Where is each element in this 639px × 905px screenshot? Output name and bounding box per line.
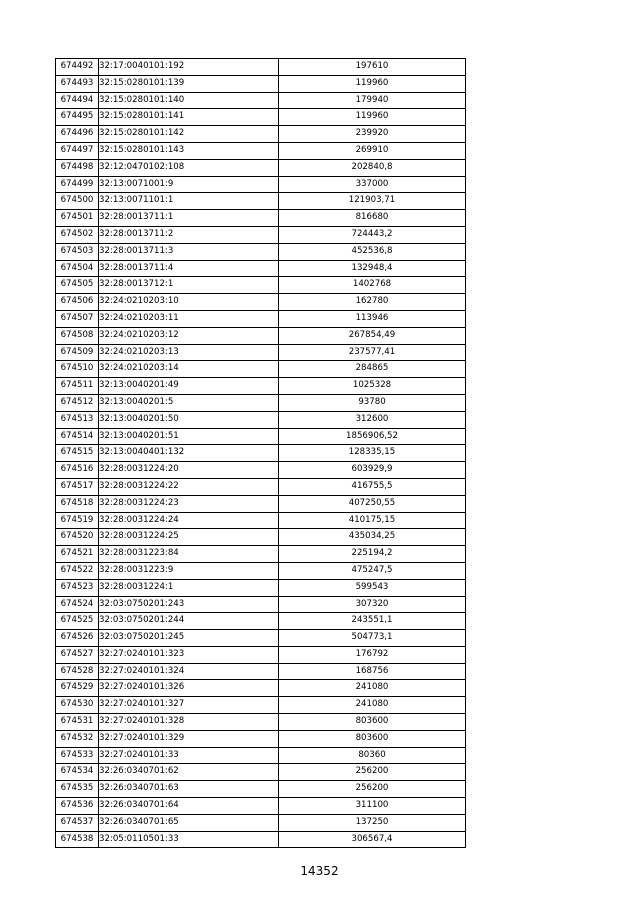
row-id-cell: 674515	[56, 445, 99, 462]
cadastral-number-cell: 32:13:0071001:9	[99, 176, 279, 193]
cadastral-number-cell: 32:28:0031224:23	[99, 495, 279, 512]
table-row	[56, 579, 466, 596]
cadastral-number-cell: 32:27:0240101:327	[99, 697, 279, 714]
table-row	[56, 646, 466, 663]
value-cell: 311100	[279, 798, 466, 815]
cadastral-number-cell: 32:13:0040201:49	[99, 378, 279, 395]
table-row	[56, 92, 466, 109]
table-row	[56, 294, 466, 311]
table-row	[56, 428, 466, 445]
cadastral-number-cell: 32:24:0210203:13	[99, 344, 279, 361]
table-row	[56, 529, 466, 546]
cadastral-number-cell: 32:13:0040201:50	[99, 411, 279, 428]
cadastral-number-cell: 32:13:0040201:5	[99, 394, 279, 411]
table-row	[56, 697, 466, 714]
table-row	[56, 478, 466, 495]
row-id-cell: 674506	[56, 294, 99, 311]
value-cell: 269910	[279, 142, 466, 159]
value-cell: 504773,1	[279, 630, 466, 647]
data-table	[55, 58, 466, 848]
cadastral-number-cell: 32:26:0340701:63	[99, 781, 279, 798]
table-row	[56, 394, 466, 411]
row-id-cell: 674536	[56, 798, 99, 815]
row-id-cell: 674492	[56, 59, 99, 76]
cadastral-number-cell: 32:17:0040101:192	[99, 59, 279, 76]
table-row	[56, 781, 466, 798]
cadastral-number-cell: 32:28:0013711:2	[99, 226, 279, 243]
table-row	[56, 495, 466, 512]
cadastral-number-cell: 32:28:0031223:9	[99, 562, 279, 579]
cadastral-number-cell: 32:28:0031224:22	[99, 478, 279, 495]
value-cell: 307320	[279, 596, 466, 613]
value-cell: 80360	[279, 747, 466, 764]
row-id-cell: 674496	[56, 126, 99, 143]
value-cell: 599543	[279, 579, 466, 596]
row-id-cell: 674524	[56, 596, 99, 613]
row-id-cell: 674518	[56, 495, 99, 512]
cadastral-number-cell: 32:03:0750201:244	[99, 613, 279, 630]
row-id-cell: 674537	[56, 814, 99, 831]
table-row	[56, 445, 466, 462]
value-cell: 128335,15	[279, 445, 466, 462]
row-id-cell: 674519	[56, 512, 99, 529]
table-row	[56, 260, 466, 277]
table-row	[56, 75, 466, 92]
row-id-cell: 674514	[56, 428, 99, 445]
value-cell: 197610	[279, 59, 466, 76]
row-id-cell: 674528	[56, 663, 99, 680]
cadastral-number-cell: 32:15:0280101:140	[99, 92, 279, 109]
cadastral-number-cell: 32:15:0280101:142	[99, 126, 279, 143]
table-row	[56, 562, 466, 579]
value-cell: 312600	[279, 411, 466, 428]
value-cell: 337000	[279, 176, 466, 193]
cadastral-number-cell: 32:28:0013711:4	[99, 260, 279, 277]
page-number: 14352	[300, 864, 339, 878]
value-cell: 603929,9	[279, 462, 466, 479]
value-cell: 407250,55	[279, 495, 466, 512]
row-id-cell: 674530	[56, 697, 99, 714]
value-cell: 119960	[279, 75, 466, 92]
table-row	[56, 193, 466, 210]
table-row	[56, 831, 466, 848]
cadastral-number-cell: 32:24:0210203:12	[99, 327, 279, 344]
cadastral-number-cell: 32:28:0031224:24	[99, 512, 279, 529]
table-row	[56, 512, 466, 529]
table-body	[56, 59, 466, 848]
value-cell: 168756	[279, 663, 466, 680]
table-row	[56, 310, 466, 327]
value-cell: 239920	[279, 126, 466, 143]
cadastral-number-cell: 32:27:0240101:324	[99, 663, 279, 680]
cadastral-number-cell: 32:28:0013712:1	[99, 277, 279, 294]
value-cell: 267854,49	[279, 327, 466, 344]
value-cell: 1025328	[279, 378, 466, 395]
cadastral-number-cell: 32:28:0031224:25	[99, 529, 279, 546]
row-id-cell: 674534	[56, 764, 99, 781]
row-id-cell: 674501	[56, 210, 99, 227]
table-row	[56, 814, 466, 831]
cadastral-number-cell: 32:03:0750201:243	[99, 596, 279, 613]
table-row	[56, 462, 466, 479]
row-id-cell: 674507	[56, 310, 99, 327]
value-cell: 1402768	[279, 277, 466, 294]
table-row	[56, 378, 466, 395]
value-cell: 803600	[279, 730, 466, 747]
cadastral-number-cell: 32:24:0210203:10	[99, 294, 279, 311]
table-row	[56, 243, 466, 260]
value-cell: 243551,1	[279, 613, 466, 630]
cadastral-number-cell: 32:15:0280101:141	[99, 109, 279, 126]
cadastral-number-cell: 32:13:0040401:132	[99, 445, 279, 462]
value-cell: 724443,2	[279, 226, 466, 243]
row-id-cell: 674527	[56, 646, 99, 663]
cadastral-number-cell: 32:24:0210203:11	[99, 310, 279, 327]
row-id-cell: 674538	[56, 831, 99, 848]
row-id-cell: 674502	[56, 226, 99, 243]
value-cell: 256200	[279, 781, 466, 798]
cadastral-number-cell: 32:27:0240101:329	[99, 730, 279, 747]
row-id-cell: 674509	[56, 344, 99, 361]
value-cell: 237577,41	[279, 344, 466, 361]
table-row	[56, 747, 466, 764]
table-row	[56, 613, 466, 630]
cadastral-number-cell: 32:05:0110501:33	[99, 831, 279, 848]
row-id-cell: 674505	[56, 277, 99, 294]
table-row	[56, 714, 466, 731]
table-row	[56, 596, 466, 613]
value-cell: 241080	[279, 680, 466, 697]
value-cell: 803600	[279, 714, 466, 731]
row-id-cell: 674522	[56, 562, 99, 579]
row-id-cell: 674520	[56, 529, 99, 546]
row-id-cell: 674512	[56, 394, 99, 411]
table-row	[56, 59, 466, 76]
value-cell: 162780	[279, 294, 466, 311]
value-cell: 241080	[279, 697, 466, 714]
cadastral-number-cell: 32:26:0340701:65	[99, 814, 279, 831]
value-cell: 225194,2	[279, 546, 466, 563]
table-row	[56, 361, 466, 378]
row-id-cell: 674529	[56, 680, 99, 697]
value-cell: 284865	[279, 361, 466, 378]
value-cell: 176792	[279, 646, 466, 663]
row-id-cell: 674533	[56, 747, 99, 764]
row-id-cell: 674508	[56, 327, 99, 344]
value-cell: 475247,5	[279, 562, 466, 579]
cadastral-number-cell: 32:03:0750201:245	[99, 630, 279, 647]
row-id-cell: 674498	[56, 159, 99, 176]
cadastral-number-cell: 32:15:0280101:139	[99, 75, 279, 92]
table-row	[56, 344, 466, 361]
table-row	[56, 327, 466, 344]
table-row	[56, 176, 466, 193]
table-row	[56, 663, 466, 680]
table-row	[56, 226, 466, 243]
value-cell: 416755,5	[279, 478, 466, 495]
value-cell: 113946	[279, 310, 466, 327]
cadastral-number-cell: 32:28:0031223:84	[99, 546, 279, 563]
value-cell: 435034,25	[279, 529, 466, 546]
row-id-cell: 674499	[56, 176, 99, 193]
value-cell: 132948,4	[279, 260, 466, 277]
cadastral-number-cell: 32:28:0031224:1	[99, 579, 279, 596]
value-cell: 137250	[279, 814, 466, 831]
value-cell: 202840,8	[279, 159, 466, 176]
table-row	[56, 546, 466, 563]
cadastral-number-cell: 32:13:0071101:1	[99, 193, 279, 210]
cadastral-number-cell: 32:28:0031224:20	[99, 462, 279, 479]
row-id-cell: 674525	[56, 613, 99, 630]
table-row	[56, 680, 466, 697]
row-id-cell: 674503	[56, 243, 99, 260]
row-id-cell: 674497	[56, 142, 99, 159]
cadastral-number-cell: 32:26:0340701:64	[99, 798, 279, 815]
row-id-cell: 674531	[56, 714, 99, 731]
row-id-cell: 674523	[56, 579, 99, 596]
row-id-cell: 674532	[56, 730, 99, 747]
cadastral-number-cell: 32:27:0240101:328	[99, 714, 279, 731]
value-cell: 179940	[279, 92, 466, 109]
value-cell: 256200	[279, 764, 466, 781]
cadastral-number-cell: 32:27:0240101:326	[99, 680, 279, 697]
table-row	[56, 126, 466, 143]
value-cell: 121903,71	[279, 193, 466, 210]
table-row	[56, 730, 466, 747]
row-id-cell: 674511	[56, 378, 99, 395]
row-id-cell: 674504	[56, 260, 99, 277]
row-id-cell: 674517	[56, 478, 99, 495]
row-id-cell: 674500	[56, 193, 99, 210]
cadastral-number-cell: 32:24:0210203:14	[99, 361, 279, 378]
cadastral-number-cell: 32:28:0013711:3	[99, 243, 279, 260]
value-cell: 1856906,52	[279, 428, 466, 445]
cadastral-number-cell: 32:12:0470102:108	[99, 159, 279, 176]
value-cell: 119960	[279, 109, 466, 126]
table-row	[56, 277, 466, 294]
value-cell: 410175,15	[279, 512, 466, 529]
row-id-cell: 674535	[56, 781, 99, 798]
row-id-cell: 674521	[56, 546, 99, 563]
value-cell: 452536,8	[279, 243, 466, 260]
cadastral-number-cell: 32:27:0240101:323	[99, 646, 279, 663]
row-id-cell: 674526	[56, 630, 99, 647]
row-id-cell: 674495	[56, 109, 99, 126]
value-cell: 93780	[279, 394, 466, 411]
row-id-cell: 674516	[56, 462, 99, 479]
table-row	[56, 764, 466, 781]
row-id-cell: 674510	[56, 361, 99, 378]
cadastral-number-cell: 32:28:0013711:1	[99, 210, 279, 227]
table-row	[56, 798, 466, 815]
cadastral-number-cell: 32:13:0040201:51	[99, 428, 279, 445]
row-id-cell: 674493	[56, 75, 99, 92]
table-row	[56, 411, 466, 428]
table-row	[56, 210, 466, 227]
cadastral-number-cell: 32:26:0340701:62	[99, 764, 279, 781]
row-id-cell: 674494	[56, 92, 99, 109]
cadastral-number-cell: 32:15:0280101:143	[99, 142, 279, 159]
value-cell: 306567,4	[279, 831, 466, 848]
table-row	[56, 142, 466, 159]
table-row	[56, 109, 466, 126]
value-cell: 816680	[279, 210, 466, 227]
table-row	[56, 630, 466, 647]
table-row	[56, 159, 466, 176]
cadastral-number-cell: 32:27:0240101:33	[99, 747, 279, 764]
row-id-cell: 674513	[56, 411, 99, 428]
